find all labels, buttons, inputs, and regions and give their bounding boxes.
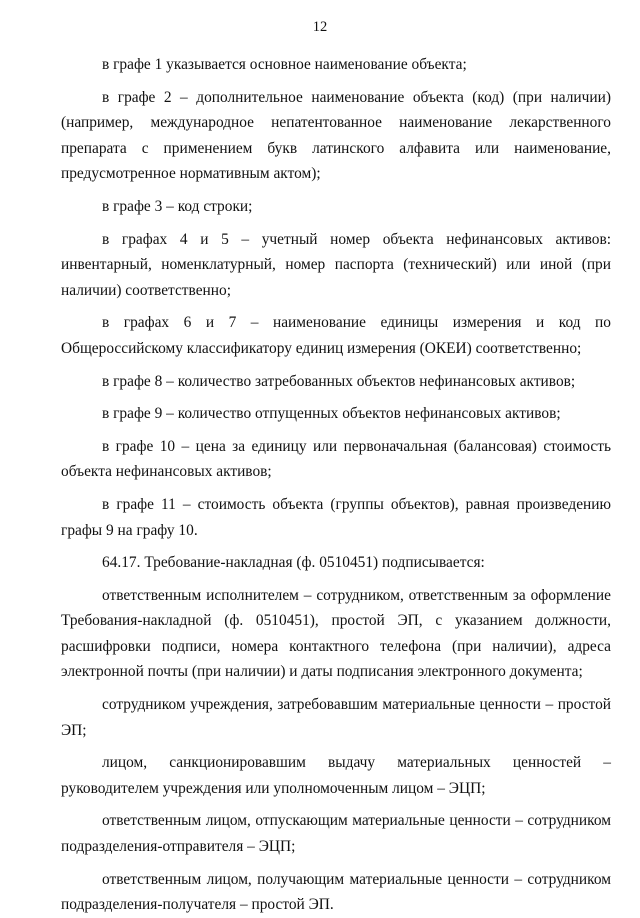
paragraph-signer-receiver: ответственным лицом, получающим материальные ценности – сотрудником подразделения-получателя – простой ЭП. [61,870,611,914]
paragraph-signer-executor: ответственным исполнителем – сотрудником, ответственным за оформление Требования-накладной (ф. 0510451), простой ЭП, с указанием должности, расшифровки подписи, номера контактного телефона (при наличии), адреса электронной почты (при наличии) и даты подписания электронного документа; [61,586,611,681]
paragraph-section-64-17: 64.17. Требование-накладная (ф. 0510451) подписывается: [102,554,485,572]
page-number: 12 [312,19,328,35]
paragraph-grafa-3: в графе 3 – код строки; [102,197,253,215]
paragraph-grafa-8: в графе 8 – количество затребованных объектов нефинансовых активов; [102,372,576,390]
paragraph-signer-employee: сотрудником учреждения, затребовавшим материальные ценности – простой ЭП; [61,696,611,739]
paragraph-grafa-10: в графе 10 – цена за единицу или первоначальная (балансовая) стоимость объекта нефинансовых активов; [61,437,611,481]
paragraph-signer-releaser: ответственным лицом, отпускающим материальные ценности – сотрудником подразделения-отправителя – ЭЦП; [61,812,611,856]
paragraph-grafa-4-5: в графах 4 и 5 – учетный номер объекта нефинансовых активов: инвентарный, номенклатурный, номер паспорта (технический) или иной (при наличии) соответственно; [61,230,611,299]
paragraph-grafa-9: в графе 9 – количество отпущенных объектов нефинансовых активов; [102,405,561,423]
paragraph-grafa-1: в графе 1 указывается основное наименование объекта; [102,56,467,73]
paragraph-grafa-2: в графе 2 – дополнительное наименование объекта (код) (при наличии) (например, международное непатентованное наименование лекарственного препарата с применением букв латинского алфавита или наименование, предусмотренное нормативным актом); [61,88,611,183]
paragraph-grafa-6-7: в графах 6 и 7 – наименование единицы измерения и код по Общероссийскому классификатору единиц измерения (ОКЕИ) соответственно; [61,314,611,357]
paragraph-grafa-11: в графе 11 – стоимость объекта (группы объектов), равная произведению графы 9 на графу 10. [61,495,611,539]
document-body [61,52,611,918]
paragraph-signer-authorizer: лицом, санкционировавшим выдачу материальных ценностей – руководителем учреждения или уполномоченным лицом – ЭЦП; [61,754,611,797]
